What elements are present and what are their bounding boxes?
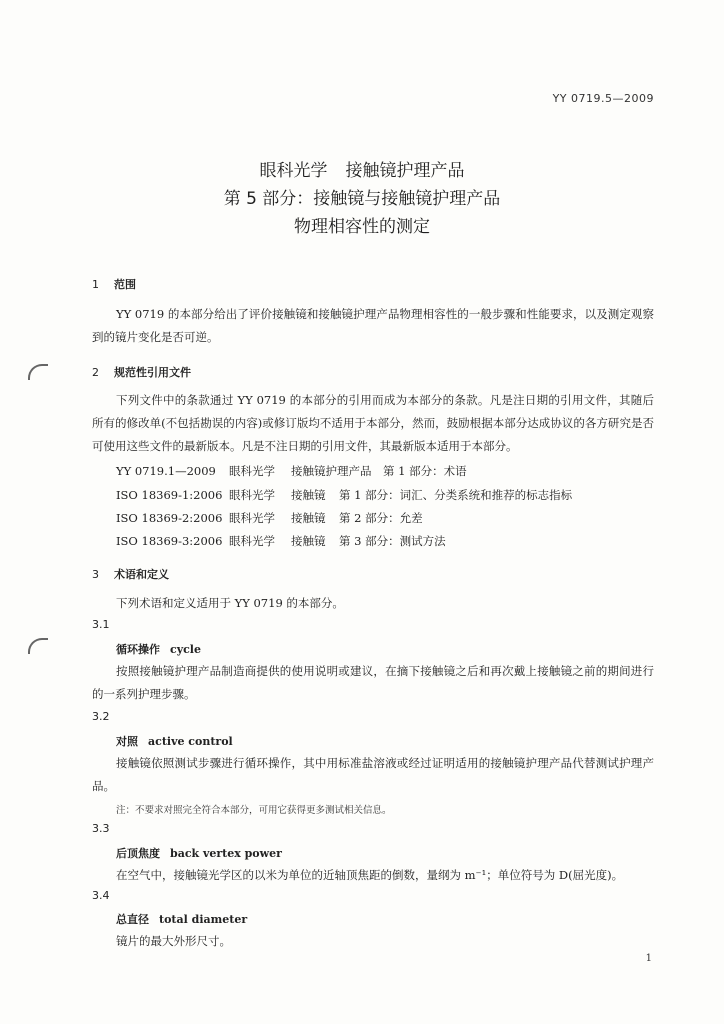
section-1-heading: [92, 276, 136, 292]
binding-margin-mark: [28, 638, 48, 654]
term-number: 3.4: [92, 889, 110, 902]
term-number: 3.1: [92, 618, 110, 631]
term-number: 3.2: [92, 710, 110, 723]
reference-item: ISO 18369-1:2006 眼科光学 接触镜 第 1 部分：词汇、分类系统和推荐的标志指标: [116, 488, 573, 502]
section-number: 2: [92, 366, 99, 379]
title-line-2: 第 5 部分：接触镜与接触镜护理产品: [223, 189, 501, 209]
title-line-1: [0, 156, 724, 181]
section-label: 规范性引用文件: [114, 366, 191, 379]
section-number: 1: [92, 278, 99, 291]
reference-item: ISO 18369-3:2006 眼科光学 接触镜 第 3 部分：测试方法: [116, 534, 446, 548]
term-definition: 在空气中，接触镜光学区的以米为单位的近轴顶焦距的倒数，量纲为 m⁻¹；单位符号为 D(屈光度)。: [116, 868, 624, 882]
section-2-text: 下列文件中的条款通过 YY 0719 的本部分的引用而成为本部分的条款。凡是注日期的引用文件，其随后所有的修改单(不包括勘误的内容)或修订版均不适用于本部分，然而，鼓励根据本部分达成协议的各方研究是否可使用这些文件的最新版本。凡是不注日期的引用文件，其最新版本适用于本部分。: [92, 393, 654, 453]
section-number: 3: [92, 568, 99, 581]
term-definition: 接触镜依照测试步骤进行循环操作，其中用标准盐溶液或经过证明适用的接触镜护理产品代替测试护理产品。: [92, 756, 654, 793]
section-3-heading: [92, 566, 169, 582]
term-definition: 镜片的最大外形尺寸。: [116, 934, 231, 948]
section-3-text: 下列术语和定义适用于 YY 0719 的本部分。: [116, 596, 344, 610]
term-definition: 按照接触镜护理产品制造商提供的使用说明或建议，在摘下接触镜之后和再次戴上接触镜之前的期间进行的一系列护理步骤。: [92, 664, 654, 701]
section-label: 术语和定义: [114, 568, 169, 581]
term-number: 3.3: [92, 822, 110, 835]
reference-item: YY 0719.1—2009 眼科光学 接触镜护理产品 第 1 部分：术语: [116, 464, 467, 478]
term-heading: 循环操作 cycle: [116, 643, 201, 656]
section-2-heading: [92, 364, 191, 380]
term-heading: 总直径 total diameter: [116, 913, 248, 926]
title-line-3: 物理相容性的测定: [294, 217, 430, 237]
term-heading: 后顶焦度 back vertex power: [116, 847, 282, 860]
title-line-1-part-b: 接触镜护理产品: [345, 161, 465, 181]
page-number: 1: [645, 953, 652, 964]
term-note: 注：不要求对照完全符合本部分，可用它获得更多测试相关信息。: [116, 805, 392, 816]
term-heading: 对照 active control: [116, 735, 233, 748]
section-label: 范围: [114, 278, 136, 291]
binding-margin-mark: [28, 364, 48, 380]
section-1-text: YY 0719 的本部分给出了评价接触镜和接触镜护理产品物理相容性的一般步骤和性能要求，以及测定观察到的镜片变化是否可逆。: [92, 307, 654, 344]
reference-item: ISO 18369-2:2006 眼科光学 接触镜 第 2 部分：允差: [116, 511, 423, 525]
title-line-1-part-a: 眼科光学: [259, 161, 328, 181]
document-code: YY 0719.5—2009: [552, 92, 654, 105]
